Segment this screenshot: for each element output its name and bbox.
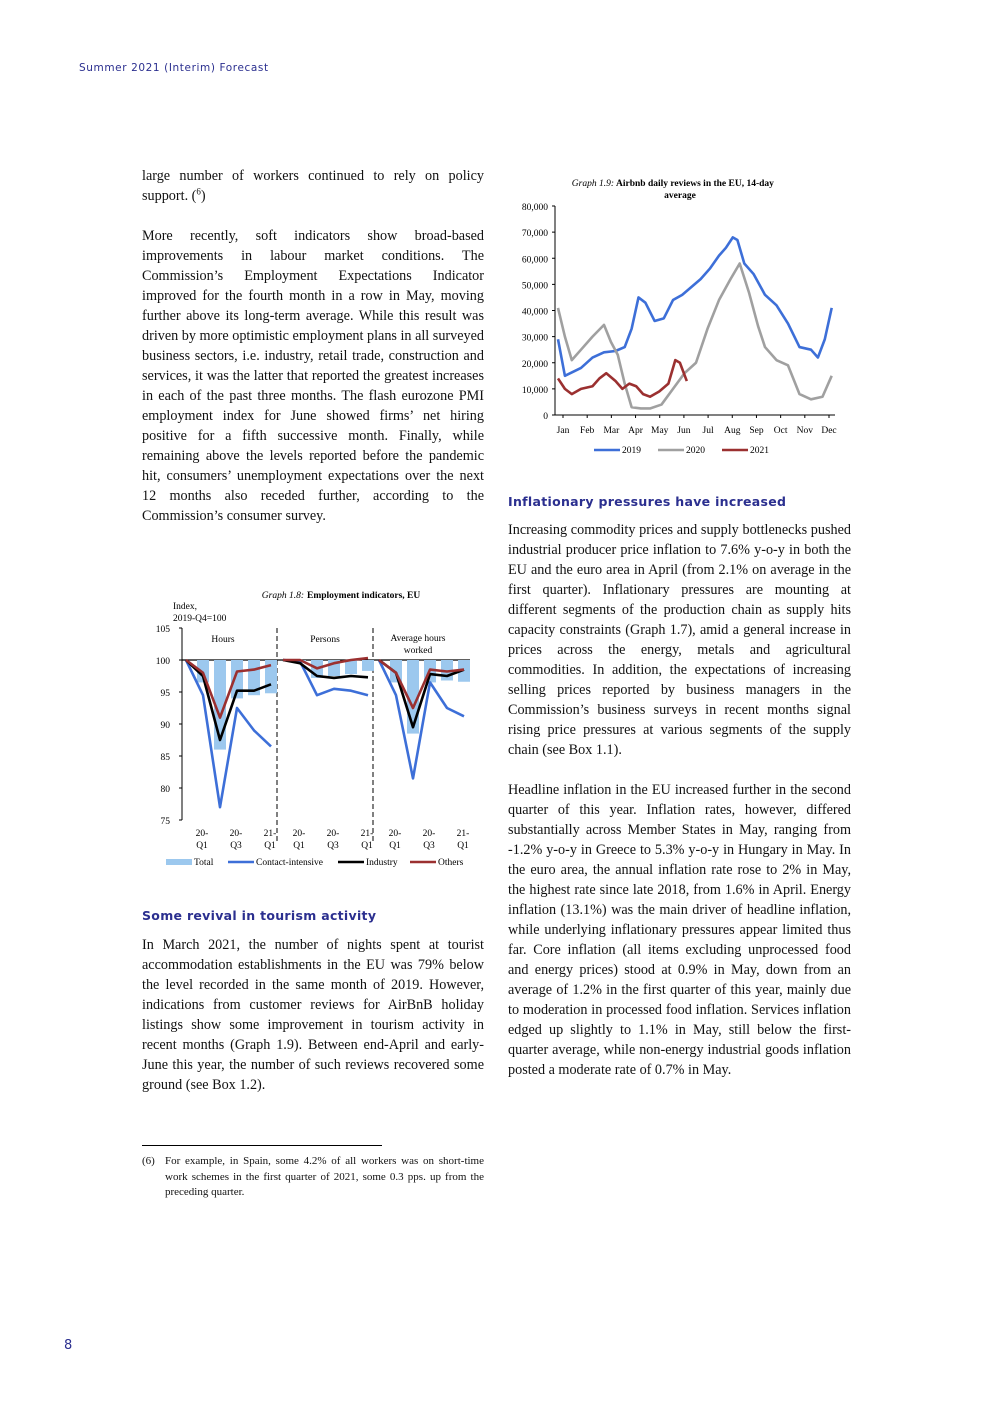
left-column — [142, 166, 484, 546]
legend-label-others: Others — [438, 858, 464, 868]
graph-1-8 — [140, 584, 490, 874]
x-tick-label: Aug — [724, 426, 741, 436]
graph-1-8-caption-num: Graph 1.8: — [261, 591, 304, 601]
running-header: Summer 2021 (Interim) Forecast — [79, 62, 269, 74]
x-tick-label: Feb — [580, 426, 595, 436]
footnote-rule — [142, 1145, 382, 1146]
graph-1-9-caption-title: Airbnb daily reviews in the EU, 14-day — [616, 179, 774, 189]
footnote-mark: (6) — [142, 1155, 155, 1167]
x-tick-label: Q3 — [423, 841, 435, 851]
legend-label-total: Total — [194, 858, 214, 868]
legend-label-2021: 2021 — [750, 446, 769, 456]
footnote-ref[interactable]: 6 — [196, 186, 201, 197]
x-axis-labels — [196, 829, 470, 851]
x-tick-label: Q1 — [457, 841, 469, 851]
legend-label-contact: Contact-intensive — [256, 858, 324, 868]
paragraph-text: large number of workers continued to rely on policy support. ( — [142, 168, 484, 204]
paragraph-headline-inflation: Headline inflation in the EU increased further in the second quarter of this year. Inflation rates, however, differed substantially across Member States in May, ranging from -1.2% y-o-y in Greece to 5.3% y-o-y in Hungary in May. In the euro area, the annual inflation rate rose to 2% in May, the highest rate since late 2018, from 1.6% in April. Energy inflation (13.1%) was the main driver of headline inflation, while underlying inflationary pressures appear limited thus far. Core inflation (all items excluding unprocessed food and energy prices) stood at 0.9% in May, down from an average of 1.2% in the first quarter of this year, mainly due to moderation in processed food inflation. Services inflation edged up slightly to 1.1% in May, still below the first-quarter average, while non-energy industrial goods inflation posted a moderate rate of 0.7% in May. — [508, 782, 851, 1078]
section-heading-tourism: Some revival in tourism activity — [142, 908, 377, 923]
line-2019 — [558, 237, 832, 375]
paragraph-text-end: ) — [200, 188, 206, 204]
y-tick-label: 50,000 — [521, 281, 548, 292]
y-tick-label: 80 — [160, 785, 170, 795]
x-tick-label: Jan — [556, 426, 570, 436]
paragraph-tourism: In March 2021, the number of nights spent at tourist accommodation establishments in the EU was 79% below the level recorded in the same month of 2019. However, indications from customer reviews for AirBnB holiday listings show some improvement in tourism activity in recent months (Graph 1.9). Between end-April and early-June this year, the number of such reviews recovered some ground (see Box 1.2). — [142, 937, 484, 1093]
bar-total — [362, 660, 374, 671]
x-tick-label: 20- — [229, 829, 243, 839]
x-tick-label: Q1 — [293, 841, 305, 851]
x-tick-label: May — [651, 426, 669, 436]
legend-swatch-total — [166, 859, 192, 865]
y-tick-label: 20,000 — [521, 359, 548, 370]
x-tick-label: Q1 — [264, 841, 276, 851]
graph-1-8-caption-title: Employment indicators, EU — [307, 591, 421, 601]
graph-1-9-legend — [594, 446, 769, 456]
x-tick-label: 20- — [422, 829, 436, 839]
y-unit-line1: Index, — [173, 602, 198, 612]
x-tick-label: 20- — [388, 829, 402, 839]
paragraph-commodity-prices: Increasing commodity prices and supply bottlenecks pushed industrial producer price inflation to 7.6% y-o-y in both the EU and the euro area in April (from 2.1% on average in the first quarter). Inflationary pressures are mounting at different segments of the production chain as supply hits capacity constraints (Graph 1.7), amid a general increase in prices across the energy, metals and agricultural commodities. In addition, the expectations of increasing selling prices reported by business managers in the Commission’s business surveys in recent months signal rising price pressures at various segments of the supply chain (see Box 1.1). — [508, 522, 851, 758]
legend-label-industry: Industry — [366, 858, 398, 868]
y-tick-label: 80,000 — [521, 203, 548, 213]
y-tick-label: 60,000 — [521, 255, 548, 266]
footnote-6 — [142, 1154, 484, 1201]
legend-label-2019: 2019 — [622, 446, 641, 456]
x-axis-labels — [557, 415, 837, 436]
x-tick-label: Mar — [603, 426, 620, 436]
paragraph-soft-indicators: More recently, soft indicators show broad-based improvements in labour market conditions. The Commission’s Employment Expectations Indicator improved for the fourth month in a row in May, moving further above its long-term average. While this result was driven by more optimistic employment plans in all surveyed business sectors, i.e. industry, retail trade, construction and services, it was the latter that reported the greatest increases in each of the past three months. The flash eurozone PMI employment index for June showed firms’ net hiring positive for a fifth successive month. Finally, while remaining above the levels reported before the pandemic hit, consumers’ unemployment expectations over the next 12 months also receded further, according to the Commission’s consumer survey. — [142, 228, 485, 524]
right-column — [508, 520, 851, 1100]
y-tick-label: 75 — [160, 817, 170, 827]
y-axis-labels — [522, 203, 555, 422]
x-tick-label: 20- — [326, 829, 340, 839]
y-tick-label: 0 — [543, 412, 548, 422]
graph-1-9 — [505, 172, 850, 462]
x-tick-label: 21- — [456, 829, 470, 839]
y-unit-line2: 2019-Q4=100 — [173, 614, 227, 624]
x-tick-label: Jul — [702, 426, 714, 436]
x-tick-label: Jun — [677, 426, 691, 436]
series-lines — [186, 658, 464, 807]
section-heading-inflation: Inflationary pressures have increased — [508, 494, 787, 509]
panel-label-avg-hours-2: worked — [403, 646, 433, 656]
footnote-text: For example, in Spain, some 4.2% of all workers was on short-time work schemes in the first quarter of 2021, some 0.3 pps. up from the preceding quarter. — [165, 1155, 484, 1198]
x-tick-label: Q1 — [361, 841, 373, 851]
panel-label-avg-hours: Average hours — [390, 634, 446, 644]
x-tick-label: 20- — [292, 829, 306, 839]
x-tick-label: Dec — [821, 426, 837, 436]
legend-label-2020: 2020 — [686, 446, 705, 456]
x-tick-label: Q1 — [389, 841, 401, 851]
y-tick-label: 105 — [155, 625, 170, 635]
x-tick-label: Q3 — [230, 841, 242, 851]
y-tick-label: 95 — [160, 689, 170, 699]
y-tick-label: 10,000 — [521, 385, 548, 396]
page-number: 8 — [64, 1338, 73, 1353]
panel-label-persons: Persons — [310, 635, 340, 645]
graph-1-9-caption-num: Graph 1.9: — [571, 179, 614, 189]
y-axis-labels — [156, 625, 182, 827]
y-tick-label: 90 — [160, 721, 170, 731]
y-tick-label: 30,000 — [521, 333, 548, 344]
x-tick-label: 21- — [360, 829, 374, 839]
x-tick-label: 20- — [195, 829, 209, 839]
panel-label-hours: Hours — [211, 635, 235, 645]
y-tick-label: 100 — [155, 657, 170, 667]
graph-1-9-caption-title-2: average — [664, 191, 696, 201]
x-tick-label: Sep — [749, 426, 764, 436]
x-tick-label: Q3 — [327, 841, 339, 851]
y-tick-label: 40,000 — [521, 307, 548, 318]
y-tick-label: 85 — [160, 753, 170, 763]
series-lines — [558, 237, 832, 408]
paragraph-policy-support — [142, 166, 484, 206]
x-tick-label: Q1 — [196, 841, 208, 851]
x-tick-label: Oct — [773, 426, 788, 436]
x-tick-label: Nov — [796, 426, 814, 436]
x-tick-label: 21- — [263, 829, 277, 839]
x-tick-label: Apr — [628, 426, 643, 436]
graph-1-8-legend — [166, 858, 464, 868]
y-tick-label: 70,000 — [521, 229, 548, 240]
